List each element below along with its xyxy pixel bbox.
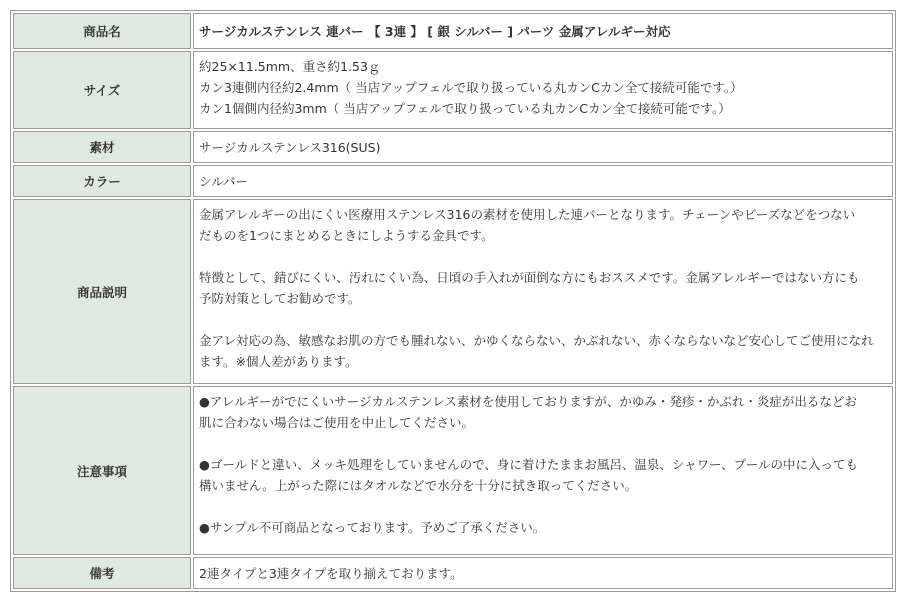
notes-line: ●アレルギーがでにくいサージカルステンレス素材を使用しておりますが、かゆみ・発疹・かぶれ・炎症が出るなどお <box>199 394 857 409</box>
notes-line: ●ゴールドと違い、メッキ処理をしていませんので、身に着けたままお風呂、温泉、シャワー、プールの中に入っても <box>199 457 859 472</box>
notes-value <box>193 386 893 555</box>
size-line: 約25×11.5mm、重さ約1.53ｇ <box>199 59 381 74</box>
material-label: 素材 <box>13 131 191 163</box>
paragraph-gap <box>199 433 887 454</box>
description-line: だものを1つにまとめるときにしようする金具です。 <box>199 228 494 243</box>
table-row-description <box>13 199 893 384</box>
table-row-material <box>13 131 893 163</box>
table-row-size <box>13 51 893 129</box>
product-name-label: 商品名 <box>13 13 191 49</box>
description-line: ます。※個人差があります。 <box>199 354 358 369</box>
notes-line: 構いません。上がった際にはタオルなどで水分を十分に拭き取ってください。 <box>199 478 638 493</box>
description-line: 特徴として、錆びにくい、汚れにくい為、日頃の手入れが面倒な方にもおススメです。金属アレルギーではない方にも <box>199 270 860 285</box>
material-value: サージカルステンレス316(SUS) <box>193 131 893 163</box>
remarks-label: 備考 <box>13 557 191 589</box>
table-row-product-name <box>13 13 893 49</box>
notes-line: 肌に合わない場合はご使用を中止してください。 <box>199 415 475 430</box>
color-label: カラー <box>13 165 191 197</box>
product-name-value: サージカルステンレス 連バー 【 3連 】 [ 銀 シルバー ] パーツ 金属アレルギー対応 <box>193 13 893 49</box>
size-line: カン3連側内径約2.4mm（ 当店アップフェルで取り扱っている丸カンCカン全て接続可能です。） <box>199 80 743 95</box>
description-line: 金属アレルギーの出にくい医療用ステンレス316の素材を使用した連バーとなります。チェーンやビーズなどをつない <box>199 207 856 222</box>
size-label: サイズ <box>13 51 191 129</box>
size-line: カン1個側内径約3mm（ 当店アップフェルで取り扱っている丸カンCカン全て接続可能です。） <box>199 101 731 116</box>
description-label: 商品説明 <box>13 199 191 384</box>
product-spec-table <box>10 10 896 592</box>
paragraph-gap <box>199 309 887 330</box>
size-value <box>193 51 893 129</box>
remarks-value: 2連タイプと3連タイプを取り揃えております。 <box>193 557 893 589</box>
table-row-notes <box>13 386 893 555</box>
paragraph-gap <box>199 496 887 517</box>
paragraph-gap <box>199 246 887 267</box>
table-row-color <box>13 165 893 197</box>
description-value <box>193 199 893 384</box>
color-value: シルバー <box>193 165 893 197</box>
notes-line: ●サンプル不可商品となっております。予めご了承ください。 <box>199 520 546 535</box>
description-line: 予防対策としてお勧めです。 <box>199 291 361 306</box>
description-line: 金アレ対応の為、敏感なお肌の方でも腫れない、かゆくならない、かぶれない、赤くならないなど安心してご使用になれ <box>199 333 874 348</box>
table-row-remarks <box>13 557 893 589</box>
notes-label: 注意事項 <box>13 386 191 555</box>
